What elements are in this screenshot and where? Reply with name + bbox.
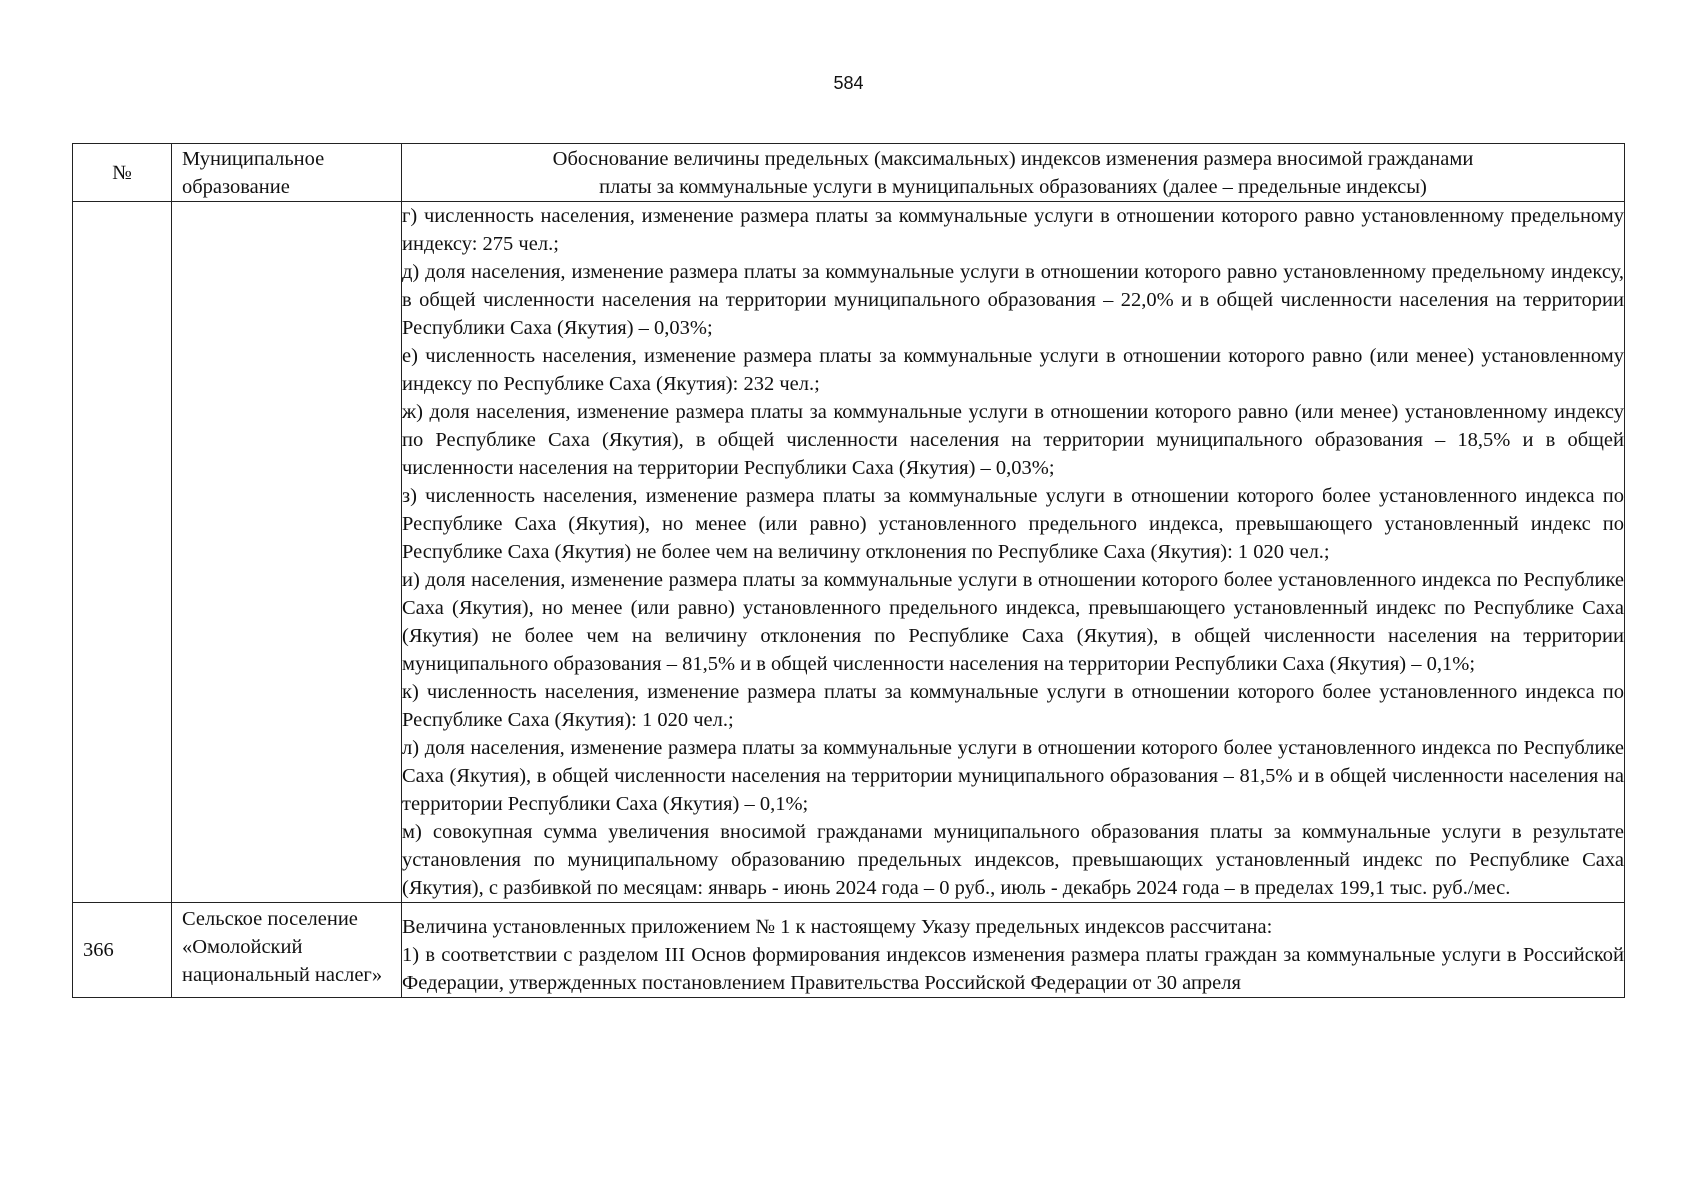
table-row bbox=[73, 202, 1625, 903]
paragraph-g: г) численность населения, изменение размера платы за коммунальные услуги в отношении которого равно установленному предельному индексу: 275 чел.; bbox=[402, 205, 1624, 255]
paragraph-z: з) численность населения, изменение размера платы за коммунальные услуги в отношении которого более установленного индекса по Республике Саха (Якутия), но менее (или равно) установленного предельного индекса, превышающего установленный индекс по Республике Саха (Якутия) не более чем на величину отклонения по Республике Саха (Якутия): 1 020 чел.; bbox=[402, 485, 1624, 563]
paragraph-zh: ж) доля населения, изменение размера платы за коммунальные услуги в отношении которого равно (или менее) установленному индексу по Республике Саха (Якутия), в общей численности населения на территории муниципального образования – 18,5% и в общей численности населения на территории Республики Саха (Якутия) – 0,03%; bbox=[402, 401, 1624, 479]
paragraph-k: к) численность населения, изменение размера платы за коммунальные услуги в отношении которого более установленного индекса по Республике Саха (Якутия): 1 020 чел.; bbox=[402, 681, 1624, 731]
row-municipality-cell: Сельское поселение «Омолойский национальный наслег» bbox=[172, 903, 402, 998]
indices-table bbox=[72, 143, 1625, 998]
paragraph-intro: Величина установленных приложением № 1 к настоящему Указу предельных индексов рассчитана: bbox=[402, 916, 1273, 938]
row-justification-cell bbox=[402, 202, 1625, 903]
row-justification-cell bbox=[402, 903, 1625, 998]
paragraph-m: м) совокупная сумма увеличения вносимой гражданами муниципального образования платы за коммунальные услуги в результате установления по муниципальному образованию предельных индексов, превышающих установленный индекс по Республике Саха (Якутия), с разбивкой по месяцам: январь - июнь 2024 года – 0 руб., июль - декабрь 2024 года – в пределах 199,1 тыс. руб./мес. bbox=[402, 821, 1624, 899]
row-number-cell bbox=[73, 202, 172, 903]
row-municipality-cell bbox=[172, 202, 402, 903]
header-number: № bbox=[73, 144, 172, 202]
table-row bbox=[73, 903, 1625, 998]
paragraph-e: е) численность населения, изменение размера платы за коммунальные услуги в отношении которого равно (или менее) установленному индексу по Республике Саха (Якутия): 232 чел.; bbox=[402, 345, 1624, 395]
paragraph-1: 1) в соответствии с разделом III Основ формирования индексов изменения размера платы граждан за коммунальные услуги в Российской Федерации, утвержденных постановлением Правительства Российской Федерации от 30 апреля bbox=[402, 944, 1624, 994]
paragraph-i: и) доля населения, изменение размера платы за коммунальные услуги в отношении которого более установленного индекса по Республике Саха (Якутия), но менее (или равно) установленного предельного индекса, превышающего установленный индекс по Республике Саха (Якутия) не более чем на величину отклонения по Республике Саха (Якутия), в общей численности населения на территории муниципального образования – 81,5% и в общей численности населения на территории Республики Саха (Якутия) – 0,1%; bbox=[402, 569, 1624, 675]
header-justification-line-2: платы за коммунальные услуги в муниципальных образованиях (далее – предельные индексы) bbox=[599, 176, 1427, 198]
row-number-cell: 366 bbox=[73, 903, 172, 998]
paragraph-d: д) доля населения, изменение размера платы за коммунальные услуги в отношении которого равно установленному предельному индексу, в общей численности населения на территории муниципального образования – 22,0% и в общей численности населения на территории Республики Саха (Якутия) – 0,03%; bbox=[402, 261, 1624, 339]
header-justification bbox=[402, 144, 1625, 202]
header-justification-line-1: Обоснование величины предельных (максимальных) индексов изменения размера вносимой гражданами bbox=[552, 148, 1474, 170]
table-header-row bbox=[73, 144, 1625, 202]
page-number: 584 bbox=[833, 73, 864, 93]
paragraph-l: л) доля населения, изменение размера платы за коммунальные услуги в отношении которого более установленного индекса по Республике Саха (Якутия), в общей численности населения на территории муниципального образования – 81,5% и в общей численности населения на территории Республики Саха (Якутия) – 0,1%; bbox=[402, 737, 1624, 815]
header-municipality: Муниципальное образование bbox=[172, 144, 402, 202]
